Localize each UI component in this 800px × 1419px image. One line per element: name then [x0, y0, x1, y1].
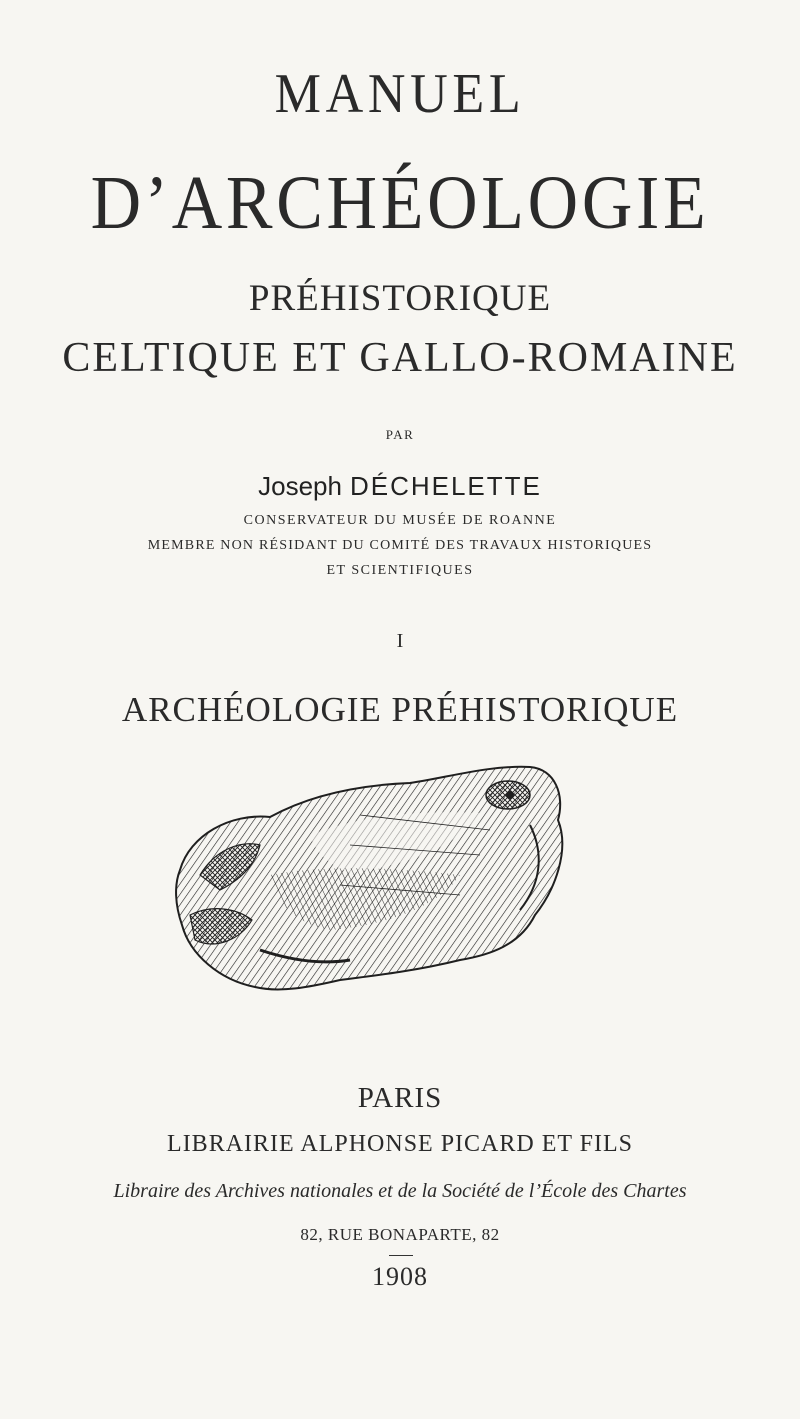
author-role-line-3: ET SCIENTIFIQUES [326, 563, 474, 578]
publisher-address: 82, RUE BONAPARTE, 82 [300, 1225, 500, 1244]
publisher-name: LIBRAIRIE ALPHONSE PICARD ET FILS [167, 1131, 633, 1157]
author-name [0, 471, 800, 502]
publication-year: 1908 [372, 1262, 428, 1291]
author-last-name: DÉCHELETTE [349, 471, 542, 501]
title-line-1: MANUEL [274, 63, 526, 125]
title-line-2: D’ARCHÉOLOGIE [90, 161, 710, 245]
author-role-line-1: CONSERVATEUR DU MUSÉE DE ROANNE [243, 513, 557, 528]
carved-horse-head-engraving-icon [160, 755, 580, 1015]
volume-number: I [396, 630, 404, 652]
by-label: PAR [385, 427, 415, 442]
volume-title: ARCHÉOLOGIE PRÉHISTORIQUE [121, 690, 679, 729]
divider-rule [389, 1255, 413, 1256]
publisher-tagline: Libraire des Archives nationales et de la Société de l’École des Chartes [113, 1180, 687, 1202]
subtitle-line-2: CELTIQUE ET GALLO-ROMAINE [62, 335, 738, 381]
author-first-name: Joseph [258, 471, 342, 501]
subtitle-line-1: PRÉHISTORIQUE [248, 278, 552, 319]
imprint-city: PARIS [357, 1082, 443, 1114]
author-role-line-2: MEMBRE NON RÉSIDANT DU COMITÉ DES TRAVAUX HISTORIQUES [147, 538, 653, 553]
